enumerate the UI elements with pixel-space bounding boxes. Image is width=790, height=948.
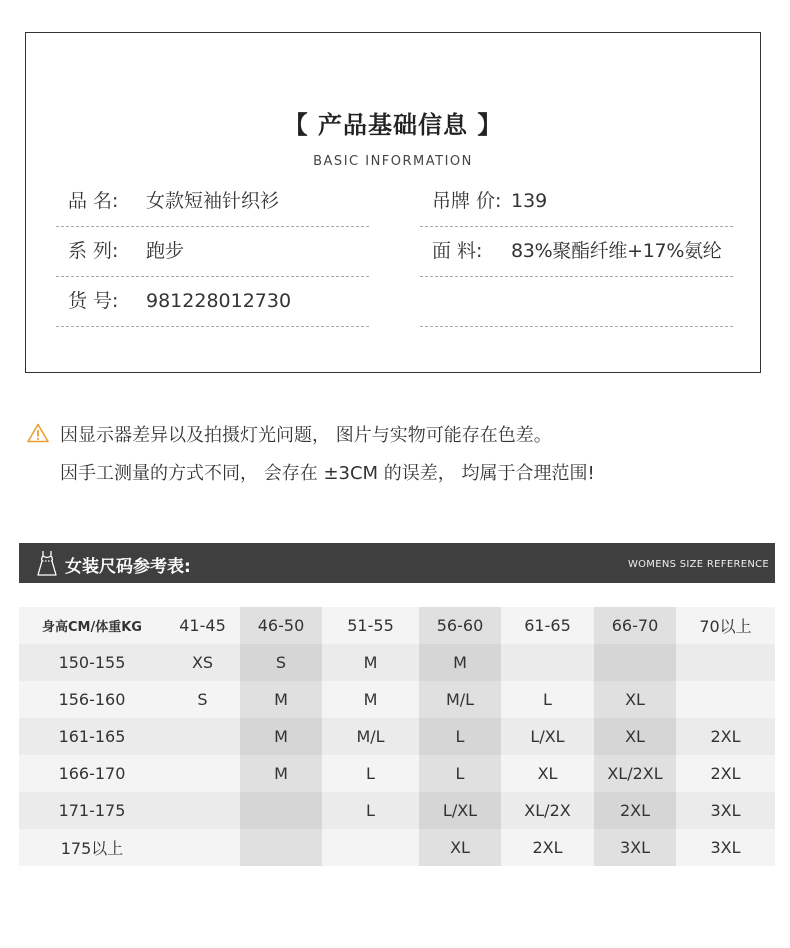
weight-column-header: 66-70: [594, 607, 676, 644]
size-cell: 3XL: [594, 829, 676, 866]
size-cell: L/XL: [419, 792, 501, 829]
size-cell: 2XL: [594, 792, 676, 829]
table-row: [19, 755, 775, 792]
size-cell: [676, 644, 775, 681]
size-cell: XL/2XL: [594, 755, 676, 792]
notice-line-1: 因显示器差异以及拍摄灯光问题， 图片与实物可能存在色差。: [60, 425, 552, 446]
notice-line-2: 因手工测量的方式不同， 会存在 ±3CM 的误差， 均属于合理范围!: [60, 463, 595, 484]
size-cell: [165, 718, 240, 755]
size-cell: [240, 829, 322, 866]
size-cell: 2XL: [676, 718, 775, 755]
size-cell: XL: [594, 718, 676, 755]
size-cell: S: [240, 644, 322, 681]
field-value: 女款短袖针织衫: [146, 190, 280, 212]
field-product-name: [56, 176, 369, 227]
size-cell: [165, 792, 240, 829]
height-label: 156-160: [19, 681, 165, 718]
size-cell: XL: [419, 829, 501, 866]
size-cell: M: [240, 681, 322, 718]
field-label: 吊牌 价:: [432, 190, 502, 212]
field-label: 系 列:: [68, 240, 119, 262]
size-cell: M: [419, 644, 501, 681]
field-value: 83%聚酯纤维+17%氨纶: [511, 240, 722, 262]
field-fabric: [420, 226, 733, 277]
size-cell: M/L: [322, 718, 419, 755]
size-cell: XL: [594, 681, 676, 718]
size-cell: M/L: [419, 681, 501, 718]
basic-info-panel: [25, 32, 761, 373]
size-cell: XL/2X: [501, 792, 594, 829]
weight-column-header: 41-45: [165, 607, 240, 644]
size-cell: M: [322, 681, 419, 718]
size-cell: 3XL: [676, 792, 775, 829]
size-cell: [501, 644, 594, 681]
size-chart-title: 女装尺码参考表:: [65, 557, 191, 577]
table-row: [19, 718, 775, 755]
size-cell: L: [501, 681, 594, 718]
table-row: [19, 644, 775, 681]
field-label: 面 料:: [432, 240, 483, 262]
size-cell: L: [419, 718, 501, 755]
height-label: 161-165: [19, 718, 165, 755]
size-cell: XL: [501, 755, 594, 792]
size-table: [19, 607, 775, 866]
size-chart-header: [19, 543, 775, 583]
size-cell: S: [165, 681, 240, 718]
weight-column-header: 46-50: [240, 607, 322, 644]
table-corner-label: 身高CM/体重KG: [19, 607, 165, 644]
dress-icon: [37, 550, 57, 580]
height-label: 150-155: [19, 644, 165, 681]
height-label: 175以上: [19, 829, 165, 866]
size-cell: XS: [165, 644, 240, 681]
size-cell: [594, 644, 676, 681]
warning-triangle-icon: [27, 423, 49, 447]
field-value: 981228012730: [146, 290, 292, 312]
size-cell: M: [240, 718, 322, 755]
table-row: [19, 681, 775, 718]
field-label: 货 号:: [68, 290, 119, 312]
weight-column-header: 56-60: [419, 607, 501, 644]
size-cell: [676, 681, 775, 718]
weight-column-header: 51-55: [322, 607, 419, 644]
size-cell: [240, 792, 322, 829]
basic-info-subtitle: BASIC INFORMATION: [313, 154, 473, 169]
table-row: [19, 792, 775, 829]
size-cell: [322, 829, 419, 866]
weight-column-header: 61-65: [501, 607, 594, 644]
weight-column-header: 70以上: [676, 607, 775, 644]
size-cell: 2XL: [501, 829, 594, 866]
table-row: [19, 829, 775, 866]
field-tag-price: [420, 176, 733, 227]
table-header-row: [19, 607, 775, 644]
size-chart-reference: WOMENS SIZE REFERENCE: [627, 559, 769, 570]
field-series: [56, 226, 369, 277]
size-cell: L: [322, 755, 419, 792]
size-cell: 3XL: [676, 829, 775, 866]
field-item-number: [56, 276, 369, 327]
size-cell: M: [322, 644, 419, 681]
size-cell: [165, 829, 240, 866]
field-empty: [420, 276, 733, 327]
field-value: 139: [511, 190, 548, 212]
size-cell: 2XL: [676, 755, 775, 792]
basic-info-title: 【 产品基础信息 】: [283, 111, 503, 139]
height-label: 171-175: [19, 792, 165, 829]
size-cell: L: [419, 755, 501, 792]
size-cell: [165, 755, 240, 792]
size-cell: M: [240, 755, 322, 792]
height-label: 166-170: [19, 755, 165, 792]
field-label: 品 名:: [68, 190, 119, 212]
size-cell: L: [322, 792, 419, 829]
size-cell: L/XL: [501, 718, 594, 755]
field-value: 跑步: [146, 240, 185, 262]
